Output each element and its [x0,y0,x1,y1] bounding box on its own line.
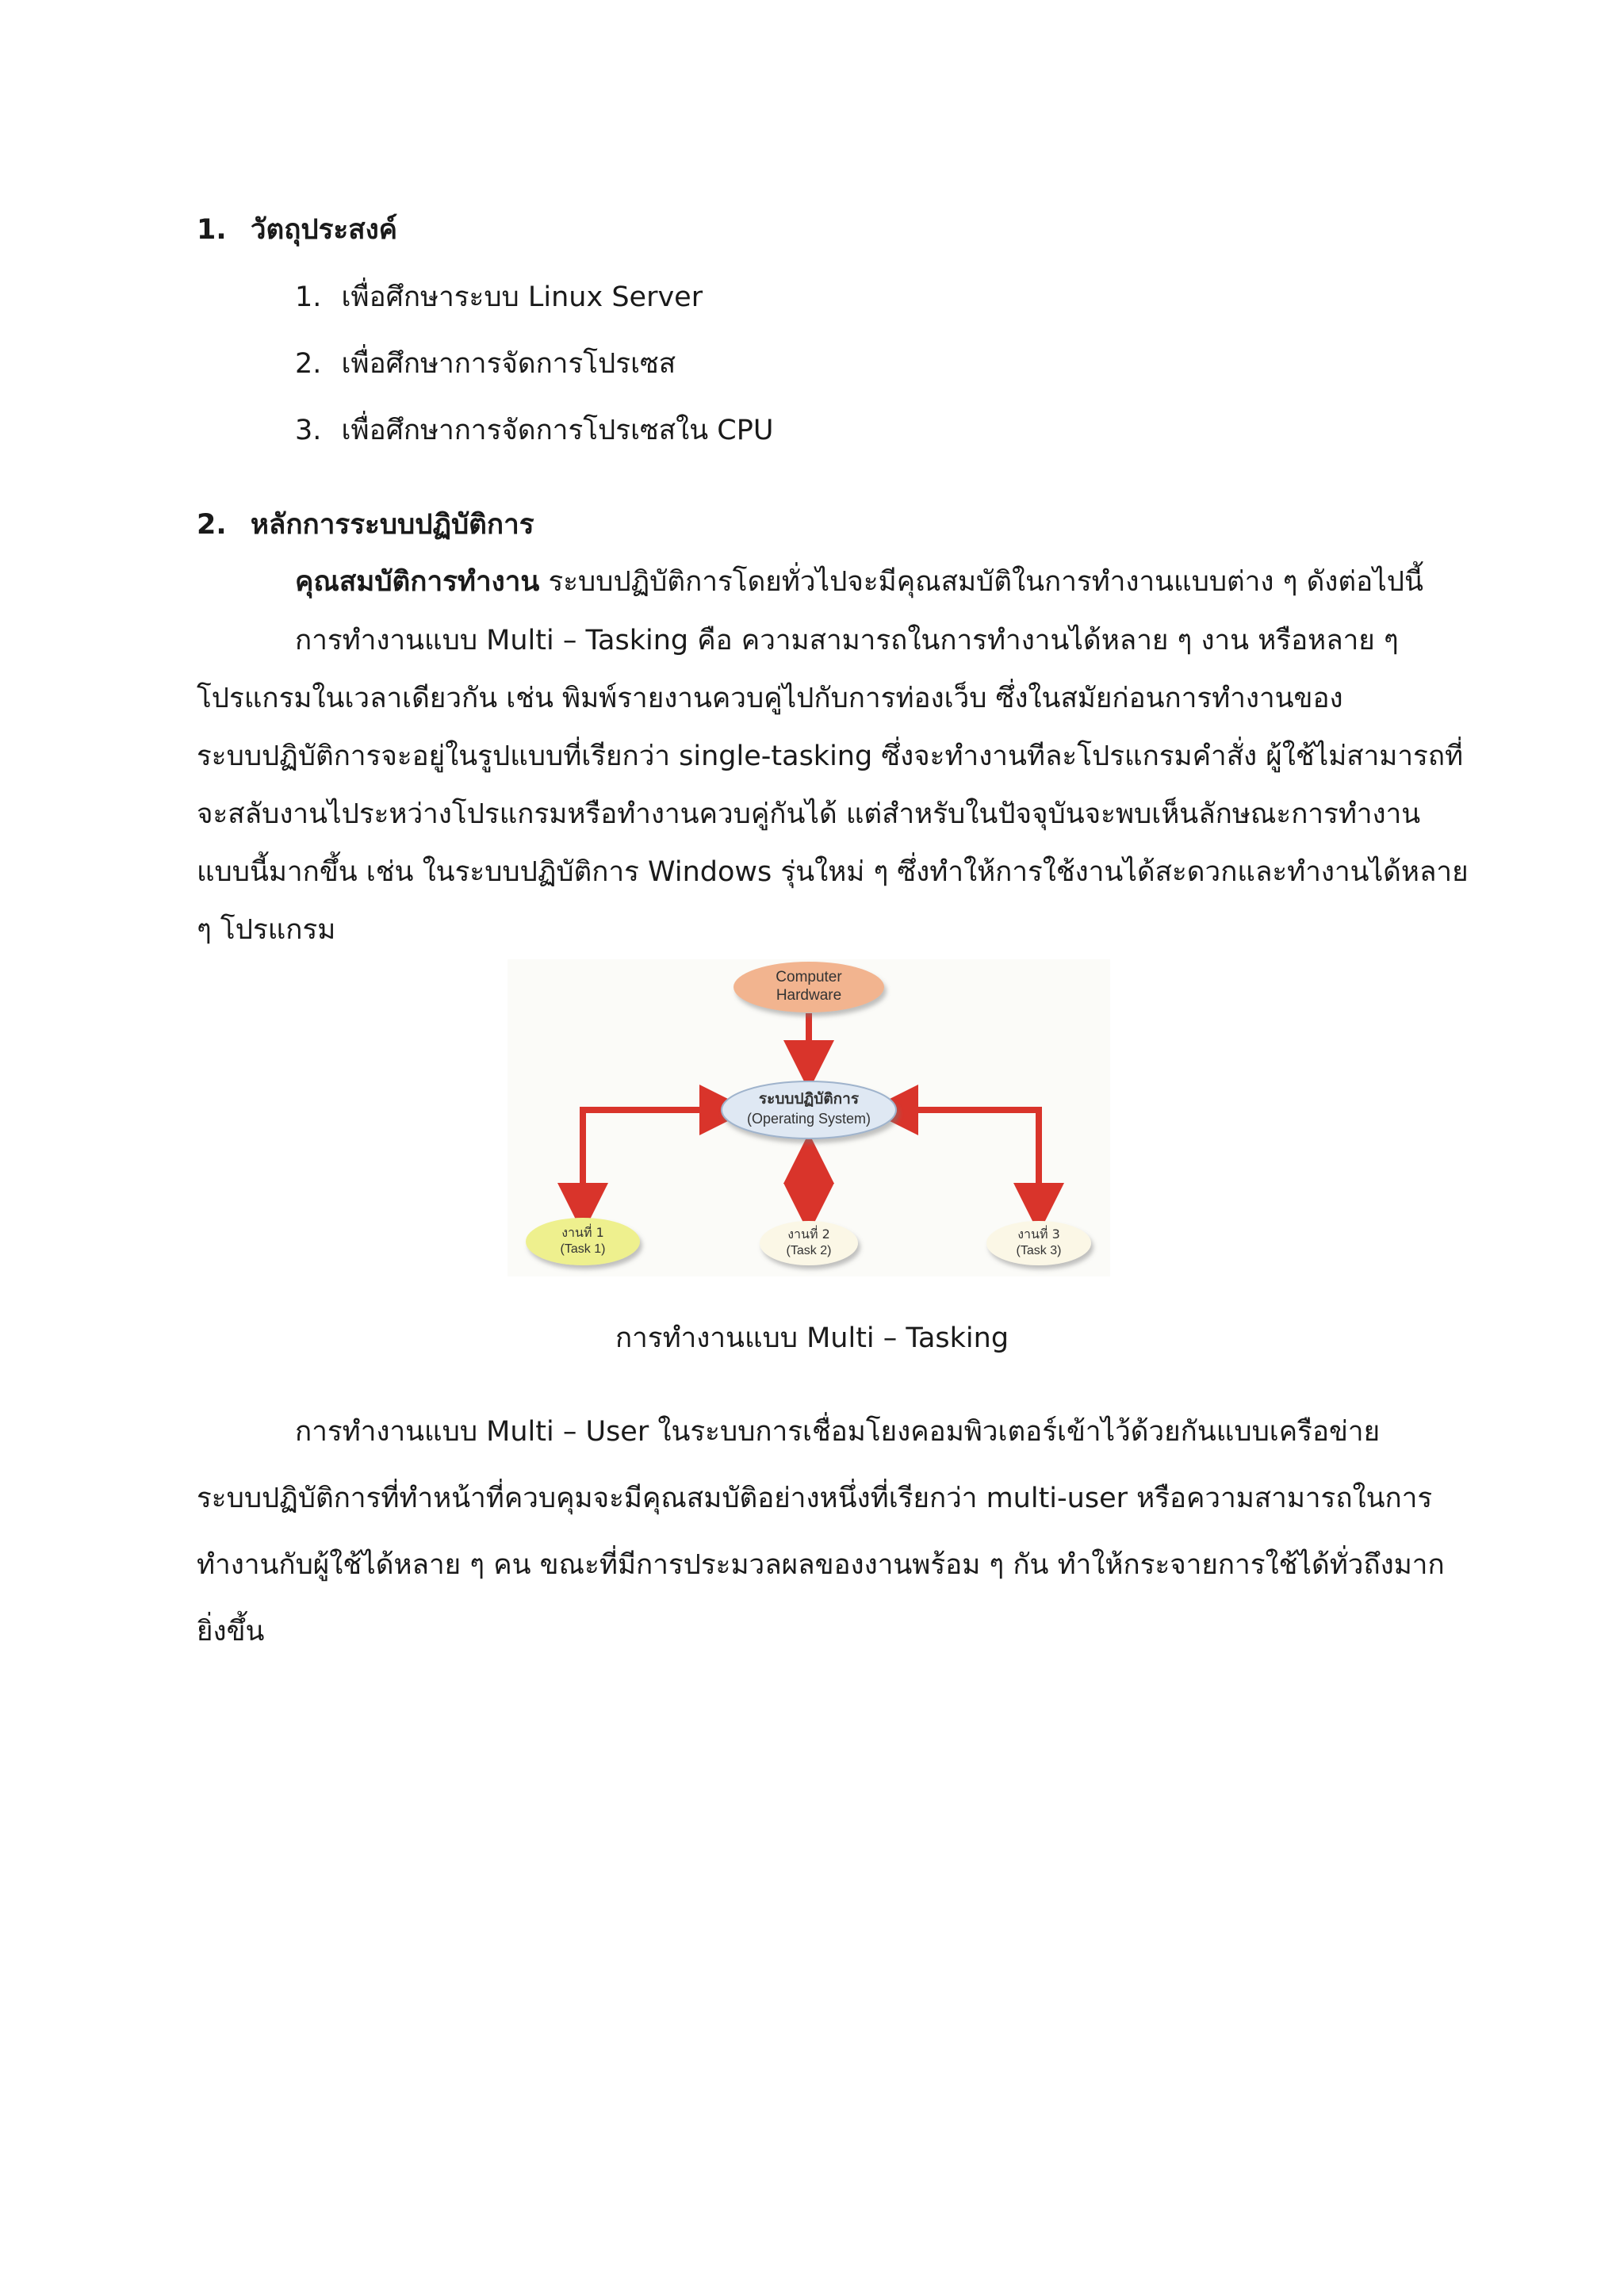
objective-item-text: เพื่อศึกษาการจัดการโปรเซส [341,348,676,380]
os-label-1: ระบบปฏิบัติการ [758,1090,860,1108]
task1-label-2: (Task 1) [560,1242,606,1256]
objective-item-number: 3. [295,415,322,446]
intro-line [295,560,1423,603]
hardware-label-2: Hardware [776,987,842,1004]
multitasking-para-line-6: ๆ โปรแกรม [197,914,336,946]
objective-item-3 [295,408,773,452]
task2-label-1: งานที่ 2 [787,1226,830,1242]
multitasking-para-line-5: แบบนี้มากขึ้น เช่น ในระบบปฏิบัติการ Windows รุ่นใหม่ ๆ ซึ่งทำให้การใช้งานได้สะดวกและทำงานได้หลาย [197,856,1469,888]
section1-heading [197,208,397,251]
intro-text: ระบบปฏิบัติการโดยทั่วไปจะมีคุณสมบัติในการทำงานแบบต่าง ๆ ดังต่อไปนี้ [539,566,1423,598]
figure-caption: การทำงานแบบ Multi – Tasking [615,1322,1009,1354]
multiuser-para-line-2: ระบบปฏิบัติการที่ทำหน้าที่ควบคุมจะมีคุณสมบัติอย่างหนึ่งที่เรียกว่า multi-user หรือความสามารถในการ [197,1483,1433,1514]
task3-label-2: (Task 3) [1016,1244,1062,1257]
task2-label-2: (Task 2) [786,1244,832,1257]
task3-label-1: งานที่ 3 [1017,1226,1060,1242]
objective-item-number: 2. [295,348,322,380]
objective-item-2 [295,342,676,385]
multitasking-para-line-4: จะสลับงานไประหว่างโปรแกรมหรือทำงานควบคู่กันได้ แต่สำหรับในปัจจุบันจะพบเห็นลักษณะการทำงาน [197,798,1421,830]
multiuser-para-line-1: การทำงานแบบ Multi – User ในระบบการเชื่อมโยงคอมพิวเตอร์เข้าไว้ด้วยกันแบบเครือข่าย [295,1416,1381,1448]
intro-bold-term: คุณสมบัติการทำงาน [295,566,540,598]
section2-number: 2. [197,509,227,541]
objective-item-number: 1. [295,281,322,313]
section1-number: 1. [197,214,227,246]
multitasking-diagram [508,959,1110,1276]
multiuser-para-line-3: ทำงานกับผู้ใช้ได้หลาย ๆ คน ขณะที่มีการประมวลผลของงานพร้อม ๆ กัน ทำให้กระจายการใช้ได้ทั่วถึงมาก [197,1549,1445,1581]
multiuser-para-line-4: ยิ่งขึ้น [197,1616,265,1647]
section1-title: วัตถุประสงค์ [250,214,398,246]
task1-label-1: งานที่ 1 [561,1225,604,1240]
section2-title: หลักการระบบปฏิบัติการ [250,509,534,541]
section2-heading [197,503,534,546]
objective-item-text: เพื่อศึกษาระบบ Linux Server [341,281,703,313]
multitasking-para-line-3: ระบบปฏิบัติการจะอยู่ในรูปแบบที่เรียกว่า single-tasking ซึ่งจะทำงานทีละโปรแกรมคำสั่ง ผู้ใช้ไม่สามารถที่ [197,740,1464,772]
objective-item-1 [295,275,703,319]
hardware-label-1: Computer [776,969,842,985]
os-label-2: (Operating System) [746,1111,871,1127]
objective-item-text: เพื่อศึกษาการจัดการโปรเซสใน CPU [341,415,774,446]
multitasking-para-line-2: โปรแกรมในเวลาเดียวกัน เช่น พิมพ์รายงานควบคู่ไปกับการท่องเว็บ ซึ่งในสมัยก่อนการทำงานของ [197,683,1343,714]
multitasking-para-line-1: การทำงานแบบ Multi – Tasking คือ ความสามารถในการทำงานได้หลาย ๆ งาน หรือหลาย ๆ [295,625,1399,656]
